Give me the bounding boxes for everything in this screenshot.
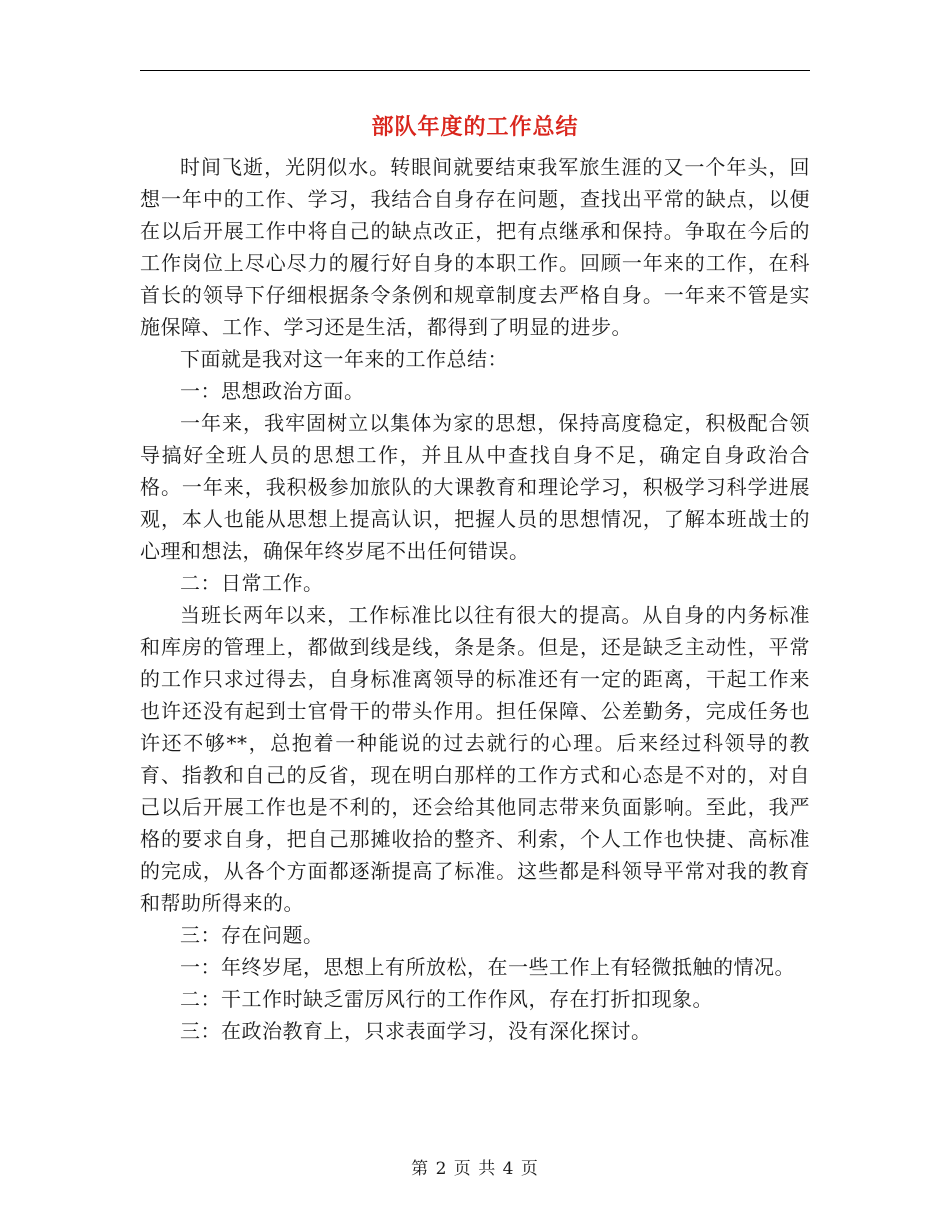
document-body: [140, 151, 810, 1047]
problem-item-3: 三：在政治教育上，只求表面学习，没有深化探讨。: [180, 1019, 652, 1043]
section-heading-problems: 三：存在问题。: [180, 923, 324, 947]
document-title: 部队年度的工作总结: [371, 114, 579, 140]
paragraph-summary-lead: 下面就是我对这一年来的工作总结：: [180, 347, 508, 371]
section-heading-political: 一：思想政治方面。: [180, 379, 365, 403]
paragraph-intro: 时间飞逝，光阴似水。转眼间就要结束我军旅生涯的又一个年头，回想一年中的工作、学习，我结合自身存在问题，查找出平常的缺点，以便在以后开展工作中将自己的缺点改正，把有点继承和保持。争取在今后的工作岗位上尽心尽力的履行好自身的本职工作。回顾一年来的工作，在科首长的领导下仔细根据条令条例和规章制度去严格自身。一年来不管是实施保障、工作、学习还是生活，都得到了明显的进步。: [140, 155, 810, 339]
section-heading-daily-work: 二：日常工作。: [180, 571, 324, 595]
problem-item-1: 一：年终岁尾，思想上有所放松，在一些工作上有轻微抵触的情况。: [180, 955, 795, 979]
paragraph-daily-work: 当班长两年以来，工作标准比以往有很大的提高。从自身的内务标准和库房的管理上，都做到线是线，条是条。但是，还是缺乏主动性，平常的工作只求过得去，自身标准离领导的标准还有一定的距离，干起工作来也许还没有起到士官骨干的带头作用。担任保障、公差勤务，完成任务也许还不够**，总抱着一种能说的过去就行的心理。后来经过科领导的教育、指教和自己的反省，现在明白那样的工作方式和心态是不对的，对自己以后开展工作也是不利的，还会给其他同志带来负面影响。至此，我严格的要求自身，把自己那摊收拾的整齐、利索，个人工作也快捷、高标准的完成，从各个方面都逐渐提高了标准。这些都是科领导平常对我的教育和帮助所得来的。: [140, 603, 810, 915]
problem-item-2: 二：干工作时缺乏雷厉风行的工作作风，存在打折扣现象。: [180, 987, 713, 1011]
page-footer: 第 2 页 共 4 页: [411, 1159, 539, 1179]
paragraph-political: 一年来，我牢固树立以集体为家的思想，保持高度稳定，积极配合领导搞好全班人员的思想工作，并且从中查找自身不足，确定自身政治合格。一年来，我积极参加旅队的大课教育和理论学习，积极学习科学进展观，本人也能从思想上提高认识，把握人员的思想情况，了解本班战士的心理和想法，确保年终岁尾不出任何错误。: [140, 411, 810, 563]
header-rule: [140, 70, 810, 71]
